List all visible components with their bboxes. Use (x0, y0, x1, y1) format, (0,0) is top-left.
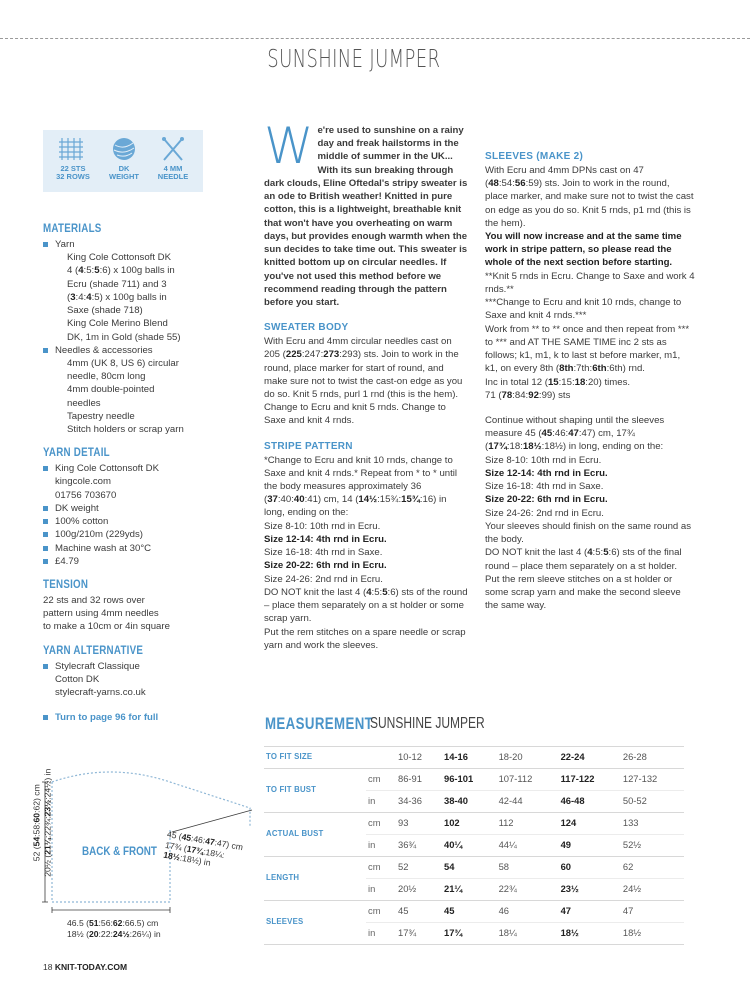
size-line: Size 20-22: 6th rnd in Ecru. (485, 494, 608, 506)
table-row: LENGTH cm 52 54 58 60 62 (264, 857, 684, 879)
list-item: DK weight (43, 502, 228, 515)
stripe-pattern-note: DO NOT knit the last 4 (4:5:5:6) sts of the round – place them separately on a st holder or some scrap yarn. (264, 586, 468, 625)
tension-text: 22 sts and 32 rows over pattern using 4mm needles to make a 10cm or 4in square (43, 594, 170, 633)
size-line: Size 16-18: 4th rnd in Saxe. (485, 481, 604, 493)
list-item: 100g/210m (229yds) (43, 528, 228, 541)
size-line: Size 24-26: 2nd rnd in Ecru. (485, 507, 604, 519)
stripe-pattern-heading: STRIPE PATTERN (264, 440, 353, 452)
list-item: £4.79 (43, 555, 228, 568)
specs-icon-box (43, 130, 203, 192)
sweater-body-heading: SWEATER BODY (264, 322, 349, 334)
sleeves-step: Work from ** to ** once and then repeat from *** to *** and AT THE SAME TIME inc 2 sts as follows; k1, m1, k to last st before marker, m1, k1, on every 8th (8th:7th:6th:6th) rnd. (485, 323, 690, 375)
list-item: 100% cotton (43, 515, 228, 528)
size-line: Size 8-10: 10th rnd in Ecru. (264, 520, 381, 532)
page-title: SUNSHINE JUMPER (266, 44, 440, 73)
list-item: Needles & accessories 4mm (UK 8, US 6) circular needle, 80cm long 4mm double-pointed needles Tapestry needle Stitch holders or scrap yarn (43, 344, 228, 437)
table-row: TO FIT SIZE 10-12 14-16 18-20 22-24 26-28 (264, 747, 684, 769)
diagram-height: 52 (54:58:60:62) cm 20½ (21¼:22¾:23½:24½) in (31, 768, 52, 877)
top-divider (0, 38, 750, 39)
sweater-body-text: With Ecru and 4mm circular needles cast on 205 (225:247:273:293) sts. Join to work in the round, place marker for start of round, and make sure not to twist the cast-on edge as you do so. Knit 5 rnds, purl 1 rnd (this is the hem). Change to Ecru and knit 5 rnds. Change to Saxe and knit 4 rnds. (264, 336, 463, 427)
table-row: in 36¾ 40¼ 44¼ 49 52½ (264, 835, 684, 857)
list-item: Stylecraft Classique Cotton DK stylecraft-yarns.co.uk (43, 660, 228, 700)
size-line: Size 16-18: 4th rnd in Saxe. (264, 547, 383, 559)
diagram-width: 46.5 (51:56:62:66.5) cm 18½ (20:22:24½:26¼) in (67, 918, 161, 939)
left-column (43, 214, 228, 724)
intro-paragraph: We're used to sunshine on a rainy day and freak hailstorms in the middle of summer in the UK... With its sun breaking through dark clouds, Eline Oftedal's stripy sweater is an ode to British weather! Knitted in pure cotton, this is a lightweight, breathable knit that won't have you overheating on warm days, but provides enough warmth when the sun decides to take time out. This sweater is knitted bottom up on circular needles. If you've not used this method before we recommend reading through the pattern before you start. (264, 117, 468, 309)
sleeves-heading: SLEEVES (MAKE 2) (485, 151, 584, 162)
sleeves-step: Inc in total 12 (15:15:18:20) times. (485, 376, 631, 388)
sleeves-step: Continue without shaping until the sleeves measure 45 (45:46:47:47) cm, 17¾ (17¾:18:18½:18½) in long, ending on the: (485, 415, 665, 453)
size-line: Size 8-10: 10th rnd in Ecru. (485, 454, 602, 466)
table-row: in 17¾ 17¾ 18¼ 18½ 18½ (264, 923, 684, 945)
drop-cap: W (264, 117, 314, 175)
yarn-detail-list (43, 462, 228, 568)
yarn-ball-icon: DK WEIGHT (103, 136, 145, 182)
size-line: Size 12-14: 4th rnd in Ecru. (264, 533, 387, 545)
size-line: Size 24-26: 2nd rnd in Ecru. (264, 573, 383, 585)
tension-heading: TENSION (43, 579, 89, 592)
size-line: Size 20-22: 6th rnd in Ecru. (264, 560, 387, 572)
list-item: King Cole Cottonsoft DK kingcole.com 01756 703670 (43, 462, 228, 502)
gauge-swatch-icon: 22 STS 32 ROWS (56, 163, 90, 182)
diagram-label: BACK & FRONT (82, 844, 157, 858)
measurement-table (264, 746, 684, 945)
size-line: Size 12-14: 4th rnd in Ecru. (485, 467, 608, 479)
sleeves-step: DO NOT knit the last 4 (4:5:5:6) sts of the final round – place them separately on a st holder. (485, 547, 682, 572)
list-item: Machine wash at 30°C (43, 542, 228, 555)
table-row: in 20½ 21¼ 22¾ 23½ 24½ (264, 879, 684, 901)
diagram-sleeve: 45 (45:46:47:47) cm 17¾ (17¾:18¼: 18½:18½) in (162, 829, 244, 869)
sleeves-step: ***Change to Ecru and knit 10 rnds, change to Saxe and knit 4 rnds.*** (485, 297, 682, 322)
materials-list (43, 238, 228, 437)
stripe-pattern-text: *Change to Ecru and knit 10 rnds, change to Saxe and knit 4 rnds.* Repeat from * to * until the body measures approximately 36 (37:40:40:41) cm, 14 (14½:15¾:15¾:16) in long, ending on the: (264, 454, 458, 519)
turn-to-note (43, 711, 228, 724)
sleeves-step: Put the rem sleeve stitches on a st holder or some scrap yarn and make the second sleeve the same way. (485, 573, 681, 612)
site-link[interactable]: KNIT-TODAY.COM (54, 962, 128, 972)
needles-icon: 4 MM NEEDLE (149, 136, 197, 182)
right-column (485, 124, 695, 613)
table-row: in 34-36 38-40 42-44 46-48 50-52 (264, 791, 684, 813)
sleeves-text: With Ecru and 4mm DPNs cast on 47 (48:54:56:59) sts. Join to work in the round, place marker, and make sure not to twist the cast on edge as you do so. Knit 5 rnds, p1 rnd (this is the hem). (485, 164, 694, 229)
table-row: ACTUAL BUST cm 93 102 112 124 133 (264, 813, 684, 835)
sleeves-step: Your sleeves should finish on the same round as the body. (485, 520, 692, 546)
stripe-pattern-rem: Put the rem stitches on a spare needle or scrap yarn and work the sleeves. (264, 626, 466, 651)
list-item: Yarn King Cole Cottonsoft DK 4 (4:5:5:6) x 100g balls in Ecru (shade 711) and 3 (3:4:4:5) x 100g balls in Saxe (shade 718) King Cole Merino Blend DK, 1m in Gold (shade 55) (43, 238, 228, 344)
page-footer (43, 962, 127, 974)
sleeves-bold-note: You will now increase and at the same time work in stripe pattern, so please read the whole of the next section before starting. (485, 230, 682, 269)
yarn-alternative-list (43, 660, 228, 700)
sleeves-step: 71 (78:84:92:99) sts (485, 389, 571, 401)
yarn-alternative-heading: YARN ALTERNATIVE (43, 644, 144, 657)
middle-column (264, 117, 468, 652)
sleeves-step: **Knit 5 rnds in Ecru. Change to Saxe and work 4 rnds.** (485, 270, 695, 295)
turn-to-link[interactable]: Turn to page 96 for full (43, 711, 228, 724)
materials-heading: MATERIALS (43, 223, 102, 235)
yarn-detail-heading: YARN DETAIL (43, 447, 110, 460)
table-row: SLEEVES cm 45 45 46 47 47 (264, 901, 684, 923)
page-number: 18 (43, 962, 53, 972)
measurement-title: MEASUREMENT SUNSHINE JUMPER (265, 714, 485, 733)
table-row: TO FIT BUST cm 86-91 96-101 107-112 117-122 127-132 (264, 769, 684, 791)
